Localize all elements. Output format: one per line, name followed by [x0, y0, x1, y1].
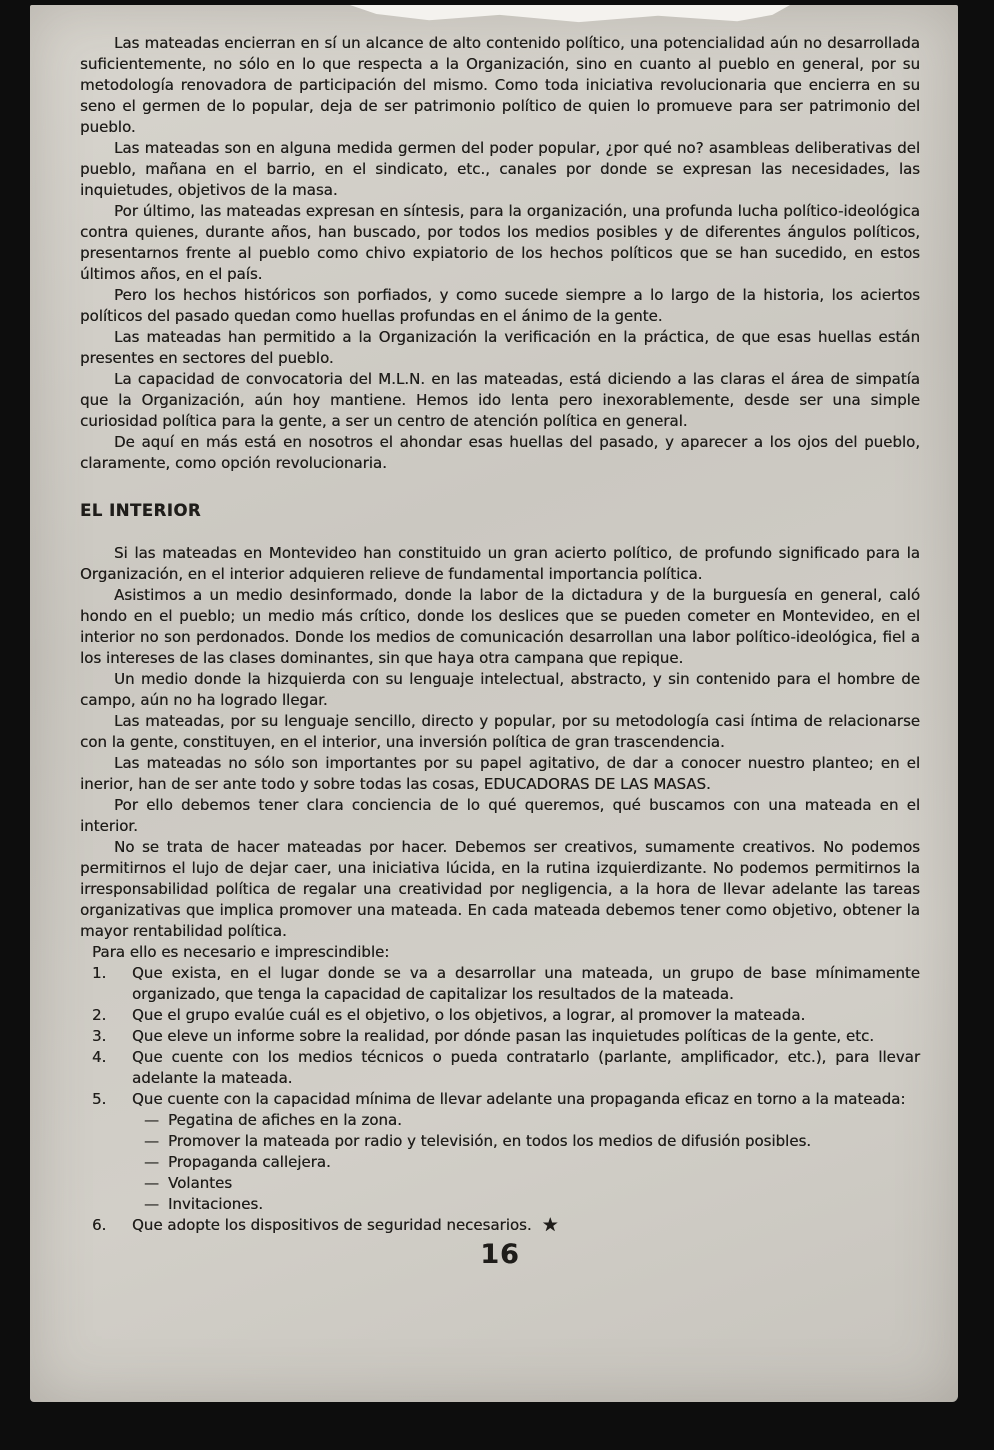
- list-item: [80, 963, 920, 1005]
- paragraph: Pero los hechos históricos son porfiados, y como sucede siempre a lo largo de la historia, los aciertos políticos del pasado quedan como huellas profundas en el ánimo de la gente.: [80, 286, 920, 325]
- list-intro: Para ello es necesario e imprescindible:: [92, 943, 390, 961]
- paragraph: No se trata de hacer mateadas por hacer. Debemos ser creativos, sumamente creativos. No podemos permitirnos el lujo de dejar caer, una iniciativa lúcida, en la rutina izquierdizante. No podemos permitirnos la irresponsabilidad política de regalar una creatividad por negligencia, a la hora de llevar adelante las tareas organizativas que implica promover una mateada. En cada mateada debemos tener como objetivo, obtener la mayor rentabilidad política.: [80, 838, 920, 940]
- paragraph: Si las mateadas en Montevideo han constituido un gran acierto político, de profundo significado para la Organización, en el interior adquieren relieve de fundamental importancia política.: [80, 544, 920, 583]
- list-item-number: 5.: [92, 1090, 107, 1108]
- paragraph: Un medio donde la hizquierda con su lenguaje intelectual, abstracto, y sin contenido para el hombre de campo, aún no ha logrado llegar.: [80, 670, 920, 709]
- torn-paper-edge: [350, 5, 790, 23]
- list-item-text: [132, 1215, 920, 1236]
- list-item-text-inner: Que adopte los dispositivos de seguridad necesarios.: [132, 1216, 532, 1234]
- sub-list-item: [80, 1110, 920, 1131]
- sub-list-item-text: Invitaciones.: [168, 1195, 263, 1213]
- dash-bullet: —: [144, 1195, 159, 1213]
- list-item: [80, 1215, 920, 1236]
- dash-bullet: —: [144, 1174, 159, 1192]
- list-item-number: 3.: [92, 1027, 107, 1045]
- sub-list-item: [80, 1131, 920, 1152]
- section-heading: EL INTERIOR: [80, 501, 202, 520]
- sub-list-item-text: Propaganda callejera.: [168, 1153, 331, 1171]
- list-item-text: Que el grupo evalúe cuál es el objetivo, o los objetivos, a lograr, al promover la mateada.: [132, 1006, 806, 1024]
- paragraph: Las mateadas, por su lenguaje sencillo, directo y popular, por su metodología casi íntima de relacionarse con la gente, constituyen, en el interior, una inversión política de gran trascendencia.: [80, 712, 920, 751]
- sub-list-item: [80, 1152, 920, 1173]
- sub-list-item-text: Pegatina de afiches en la zona.: [168, 1111, 402, 1129]
- paragraph: Asistimos a un medio desinformado, donde la labor de la dictadura y de la burguesía en general, caló hondo en el pueblo; un medio más crítico, donde los deslices que se pueden cometer en Montevideo, en el interior no son perdonados. Donde los medios de comunicación desarrollan una labor político-ideológica, fiel a los intereses de las clases dominantes, sin que haya otra campana que repique.: [80, 586, 920, 667]
- list-item-text: Que exista, en el lugar donde se va a desarrollar una mateada, un grupo de base mínimamente organizado, que tenga la capacidad de capitalizar los resultados de la mateada.: [132, 964, 920, 1003]
- dash-bullet: —: [144, 1132, 159, 1150]
- paragraph: Las mateadas son en alguna medida germen del poder popular, ¿por qué no? asambleas deliberativas del pueblo, mañana en el barrio, en el sindicato, etc., canales por donde se expresan las necesidades, las inquietudes, objetivos de la masa.: [80, 139, 920, 199]
- sub-list-item: [80, 1173, 920, 1194]
- list-item-number: 2.: [92, 1006, 107, 1024]
- sub-list-item-text: Promover la mateada por radio y televisión, en todos los medios de difusión posibles.: [168, 1132, 812, 1150]
- dash-bullet: —: [144, 1111, 159, 1129]
- sub-list-item-text: Volantes: [168, 1174, 233, 1192]
- star-icon: ★: [541, 1214, 559, 1236]
- list-item: [80, 1089, 920, 1110]
- sub-list-item: [80, 1194, 920, 1215]
- list-item-text: Que cuente con los medios técnicos o pueda contratarlo (parlante, amplificador, etc.), para llevar adelante la mateada.: [132, 1048, 920, 1087]
- list-item: [80, 1047, 920, 1089]
- dash-bullet: —: [144, 1153, 159, 1171]
- list-item-text: Que cuente con la capacidad mínima de llevar adelante una propaganda eficaz en torno a la mateada:: [132, 1090, 906, 1108]
- paragraph: Por último, las mateadas expresan en síntesis, para la organización, una profunda lucha político-ideológica contra quienes, durante años, han buscado, por todos los medios posibles y de diferentes ángulos políticos, presentarnos frente al pueblo como chivo expiatorio de los hechos políticos que se han sucedido, en estos últimos años, en el país.: [80, 202, 920, 283]
- scanned-page: [30, 5, 958, 1402]
- paragraph: Las mateadas encierran en sí un alcance de alto contenido político, una potencialidad aún no desarrollada suficientemente, no sólo en lo que respecta a la Organización, sino en cuanto al pueblo en general, por su metodología renovadora de participación del mismo. Como toda iniciativa revolucionaria que encierra en su seno el germen de lo popular, deja de ser patrimonio político de quien lo promueve para ser patrimonio del pueblo.: [80, 34, 920, 136]
- page-content: [80, 33, 920, 1270]
- list-item-number: 6.: [92, 1216, 107, 1234]
- list-item: [80, 1026, 920, 1047]
- paragraph: Por ello debemos tener clara conciencia de lo qué queremos, qué buscamos con una mateada en el interior.: [80, 796, 920, 835]
- paragraph: La capacidad de convocatoria del M.L.N. en las mateadas, está diciendo a las claras el área de simpatía que la Organización, aún hoy mantiene. Hemos ido lenta pero inexorablemente, desde ser una simple curiosidad política para la gente, a ser un centro de atención política en general.: [80, 370, 920, 430]
- page-number: 16: [480, 1239, 520, 1270]
- paragraph: Las mateadas han permitido a la Organización la verificación en la práctica, de que esas huellas están presentes en sectores del pueblo.: [80, 328, 920, 367]
- paragraph: Las mateadas no sólo son importantes por su papel agitativo, de dar a conocer nuestro planteo; en el inerior, han de ser ante todo y sobre todas las cosas, EDUCADORAS DE LAS MASAS.: [80, 754, 920, 793]
- list-item-number: 4.: [92, 1048, 107, 1066]
- paragraph: De aquí en más está en nosotros el ahondar esas huellas del pasado, y aparecer a los ojos del pueblo, claramente, como opción revolucionaria.: [80, 433, 920, 472]
- list-item-text: Que eleve un informe sobre la realidad, por dónde pasan las inquietudes políticas de la gente, etc.: [132, 1027, 874, 1045]
- list-item-number: 1.: [92, 964, 107, 982]
- list-item: [80, 1005, 920, 1026]
